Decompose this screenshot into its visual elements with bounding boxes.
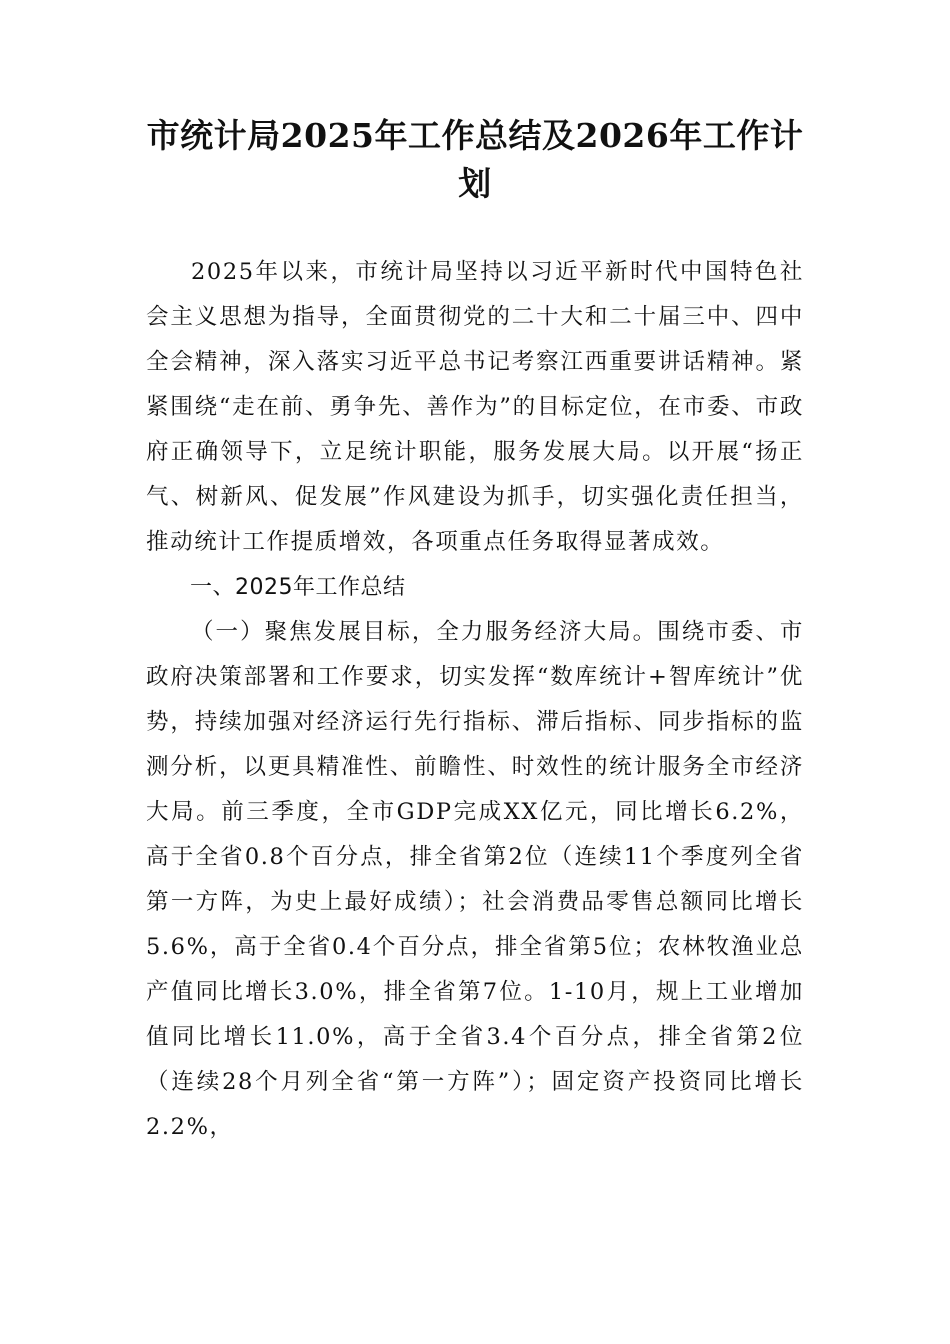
intro-paragraph: 2025年以来，市统计局坚持以习近平新时代中国特色社会主义思想为指导，全面贯彻党的二十大和二十届三中、四中全会精神，深入落实习近平总书记考察江西重要讲话精神。紧紧围绕“走在前、勇争先、善作为”的目标定位，在市委、市政府正确领导下，立足统计职能，服务发展大局。以开展“扬正气、树新风、促发展”作风建设为抓手，切实强化责任担当，推动统计工作提质增效，各项重点任务取得显著成效。 bbox=[146, 259, 804, 555]
item-paragraph bbox=[146, 610, 804, 1150]
item-body: 围绕市委、市政府决策部署和工作要求，切实发挥“数库统计+智库统计”优势，持续加强对经济运行先行指标、滞后指标、同步指标的监测分析，以更具精准性、前瞻性、时效性的统计服务全市经济大局。前三季度，全市GDP完成XX亿元，同比增长6.2%，高于全省0.8个百分点，排全省第2位（连续11个季度列全省第一方阵，为史上最好成绩）；社会消费品零售总额同比增长5.6%，高于全省0.4个百分点，排全省第5位；农林牧渔业总产值同比增长3.0%，排全省第7位。1-10月，规上工业增加值同比增长11.0%，高于全省3.4个百分点，排全省第2位（连续28个月列全省“第一方阵”）；固定资产投资同比增长2.2%， bbox=[146, 619, 804, 1140]
section-heading: 一、2025年工作总结 bbox=[190, 575, 406, 600]
document-body bbox=[146, 250, 804, 1150]
document-title: 市统计局2025年工作总结及2026年工作计划 bbox=[146, 116, 804, 203]
item-heading: （一）聚焦发展目标，全力服务经济大局。 bbox=[191, 619, 658, 645]
